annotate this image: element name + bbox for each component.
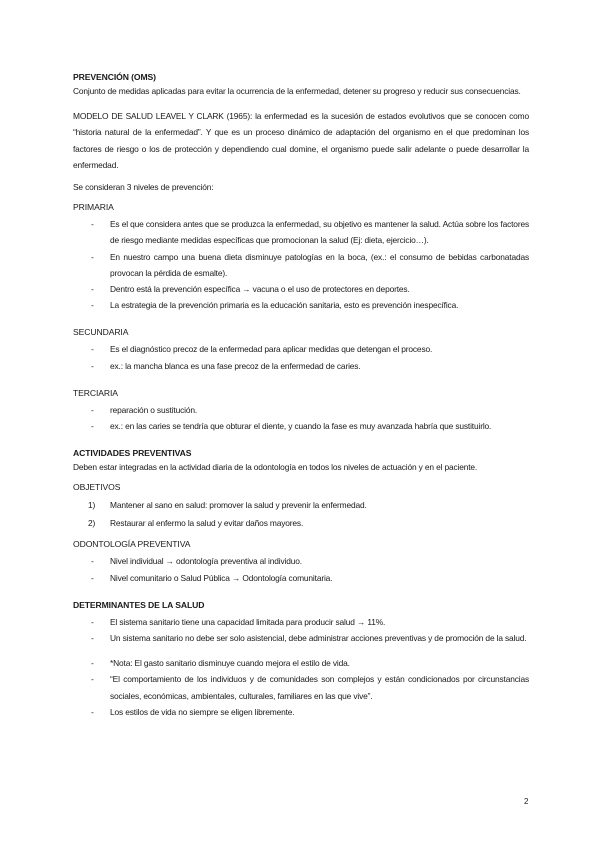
determinantes-list-a — [73, 614, 529, 646]
list-item: - El sistema sanitario tiene una capacidad limitada para producir salud → 11%. — [73, 614, 529, 630]
secundaria-list — [73, 341, 529, 373]
list-item: - *Nota: El gasto sanitario disminuye cuando mejora el estilo de vida. — [73, 655, 529, 671]
list-item: - Un sistema sanitario no debe ser solo asistencial, debe administrar acciones preventivas y de promoción de la salud. — [73, 630, 529, 646]
niveles-intro: Se consideran 3 niveles de prevención: — [73, 182, 214, 193]
list-item: - Dentro está la prevención específica → vacuna o el uso de protectores en deportes. — [73, 281, 529, 297]
section-title-primaria: PRIMARIA — [73, 202, 114, 213]
list-item: - Nivel individual → odontología preventiva al individuo. — [73, 553, 529, 569]
item-text: Mantener al sano en salud: promover la salud y prevenir la enfermedad. — [110, 500, 367, 511]
item-text: Restaurar al enfermo la salud y evitar daños mayores. — [110, 518, 304, 529]
determinantes-list-b — [73, 655, 529, 720]
item-number: 1) — [88, 500, 96, 511]
section-title-odontologia: ODONTOLOGÍA PREVENTIVA — [73, 539, 191, 550]
section-title-terciaria: TERCIARIA — [73, 387, 118, 398]
list-item: - reparación o sustitución. — [73, 402, 529, 418]
prevencion-definition: Conjunto de medidas aplicadas para evitar la ocurrencia de la enfermedad, detener su progreso y reducir sus consecuencias. — [73, 86, 521, 96]
page-number: 2 — [524, 797, 529, 806]
list-item: - La estrategia de la prevención primaria es la educación sanitaria, esto es prevención inespecífica. — [73, 297, 529, 313]
terciaria-list — [73, 402, 529, 434]
list-item: - Es el que considera antes que se produzca la enfermedad, su objetivo es mantener la salud. Actúa sobre los factores de riesgo mediante medidas específicas que promocionan la salud (Ej: dieta, ejercicio…). — [73, 216, 529, 248]
list-item: - En nuestro campo una buena dieta disminuye patologías en la boca, (ex.: el consumo de bebidas carbonatadas provocan la pérdida de esmalte). — [73, 249, 529, 281]
section-title-actividades: ACTIVIDADES PREVENTIVAS — [73, 448, 192, 459]
section-title-prevencion: PREVENCIÓN (OMS) — [73, 72, 156, 82]
list-item: - Los estilos de vida no siempre se eligen libremente. — [73, 704, 529, 720]
actividades-text: Deben estar integradas en la actividad diaria de la odontología en todos los niveles de actuación y en el paciente. — [73, 462, 478, 473]
document-page — [73, 71, 529, 720]
section-title-secundaria: SECUNDARIA — [73, 327, 129, 338]
list-item — [73, 514, 529, 532]
section-title-objetivos: OBJETIVOS — [73, 482, 121, 493]
list-item: - “El comportamiento de los individuos y de comunidades son complejos y están condicionados por circunstancias sociales, económicas, ambientales, culturales, familiares en las que vive”. — [73, 671, 529, 703]
list-item: - Nivel comunitario o Salud Pública → Odontología comunitaria. — [73, 570, 529, 586]
list-item: - Es el diagnóstico precoz de la enfermedad para aplicar medidas que detengan el proceso. — [73, 341, 529, 357]
list-item: - ex.: la mancha blanca es una fase precoz de la enfermedad de caries. — [73, 358, 529, 374]
objetivos-list — [73, 496, 529, 532]
odontologia-list — [73, 553, 529, 585]
item-number: 2) — [88, 518, 96, 529]
list-item: - ex.: en las caries se tendría que obturar el diente, y cuando la fase es muy avanzada habría que sustituirlo. — [73, 418, 529, 434]
section-title-determinantes: DETERMINANTES DE LA SALUD — [73, 599, 205, 610]
primaria-list — [73, 216, 529, 313]
modelo-paragraph: MODELO DE SALUD LEAVEL Y CLARK (1965): la enfermedad es la sucesión de estados evolutivos que se conocen como “historia natural de la enfermedad”. Y que es un proceso dinámico de adaptación del organismo en el que predominan los factores de riesgo o los de protección y dependiendo cual domine, el organismo puede salir adelante o puede desarrollar la enfermedad. — [73, 111, 529, 170]
list-item — [73, 496, 529, 514]
